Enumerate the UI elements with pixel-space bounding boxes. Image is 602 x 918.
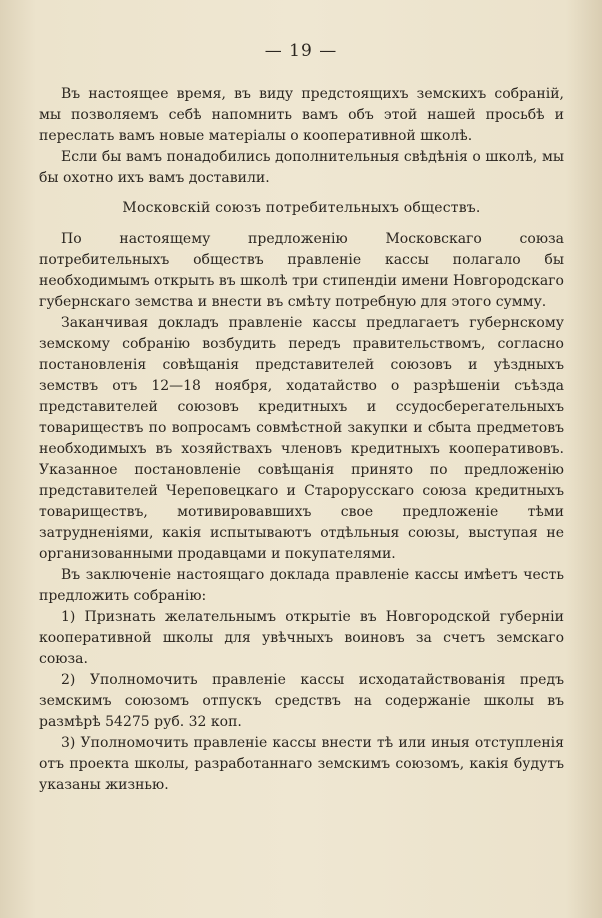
body-text xyxy=(39,84,564,796)
paragraph: Въ заключеніе настоящаго доклада правленіе кассы имѣетъ честь предложить собранію: xyxy=(39,567,564,604)
paragraph: Заканчивая докладъ правленіе кассы предлагаетъ губернскому земскому собранію возбудить передъ правительствомъ, согласно постановленія совѣщанія представителей союзовъ и уѣздныхъ земствъ отъ 12—18 ноября, ходатайство о разрѣшеніи съѣзда представителей союзовъ кредитныхъ и ссудосберегательныхъ товариществъ по вопросамъ совмѣстной закупки и сбыта предметовъ необходимыхъ въ хозяйствахъ членовъ кредитныхъ кооперативовъ. Указанное постановленіе совѣщанія принято по предложенію представителей Череповецкаго и Старорусскаго союза кредитныхъ товариществъ, мотивировавшихъ свое предложеніе тѣми затрудненіями, какія испытываютъ отдѣльныя союзы, выступая не организованными продавцами и покупателями. xyxy=(39,315,564,562)
list-item: 2) Уполномочить правленіе кассы исходатайствованія предъ земскимъ союзомъ отпускъ средствъ на содержаніе школы въ размѣрѣ 54275 руб. 32 коп. xyxy=(39,672,564,730)
page-number: — 19 — xyxy=(264,41,338,61)
paragraph: Въ настоящее время, въ виду предстоящихъ земскихъ собраній, мы позволяемъ себѣ напомнить вамъ объ этой нашей просьбѣ и переслать вамъ новые матеріалы о кооперативной школѣ. xyxy=(39,86,564,144)
paragraph: По настоящему предложенію Московскаго союза потребительныхъ обществъ правленіе кассы полагало бы необходимымъ открыть въ школѣ три стипендіи имени Новгородскаго губернскаго земства и внести въ смѣту потребную для этого сумму. xyxy=(39,231,564,310)
signature-line: Московскій союзъ потребительныхъ обществъ. xyxy=(122,200,481,216)
list-item: 3) Уполномочить правленіе кассы внести тѣ или иныя отступленія отъ проекта школы, разработаннаго земскимъ союзомъ, какія будутъ указаны жизнью. xyxy=(39,735,564,793)
paragraph: Если бы вамъ понадобились дополнительныя свѣдѣнія о школѣ, мы бы охотно ихъ вамъ доставили. xyxy=(39,149,564,186)
list-item: 1) Признать желательнымъ открытіе въ Новгородской губерніи кооперативной школы для увѣчныхъ воиновъ за счетъ земскаго союза. xyxy=(39,609,564,667)
